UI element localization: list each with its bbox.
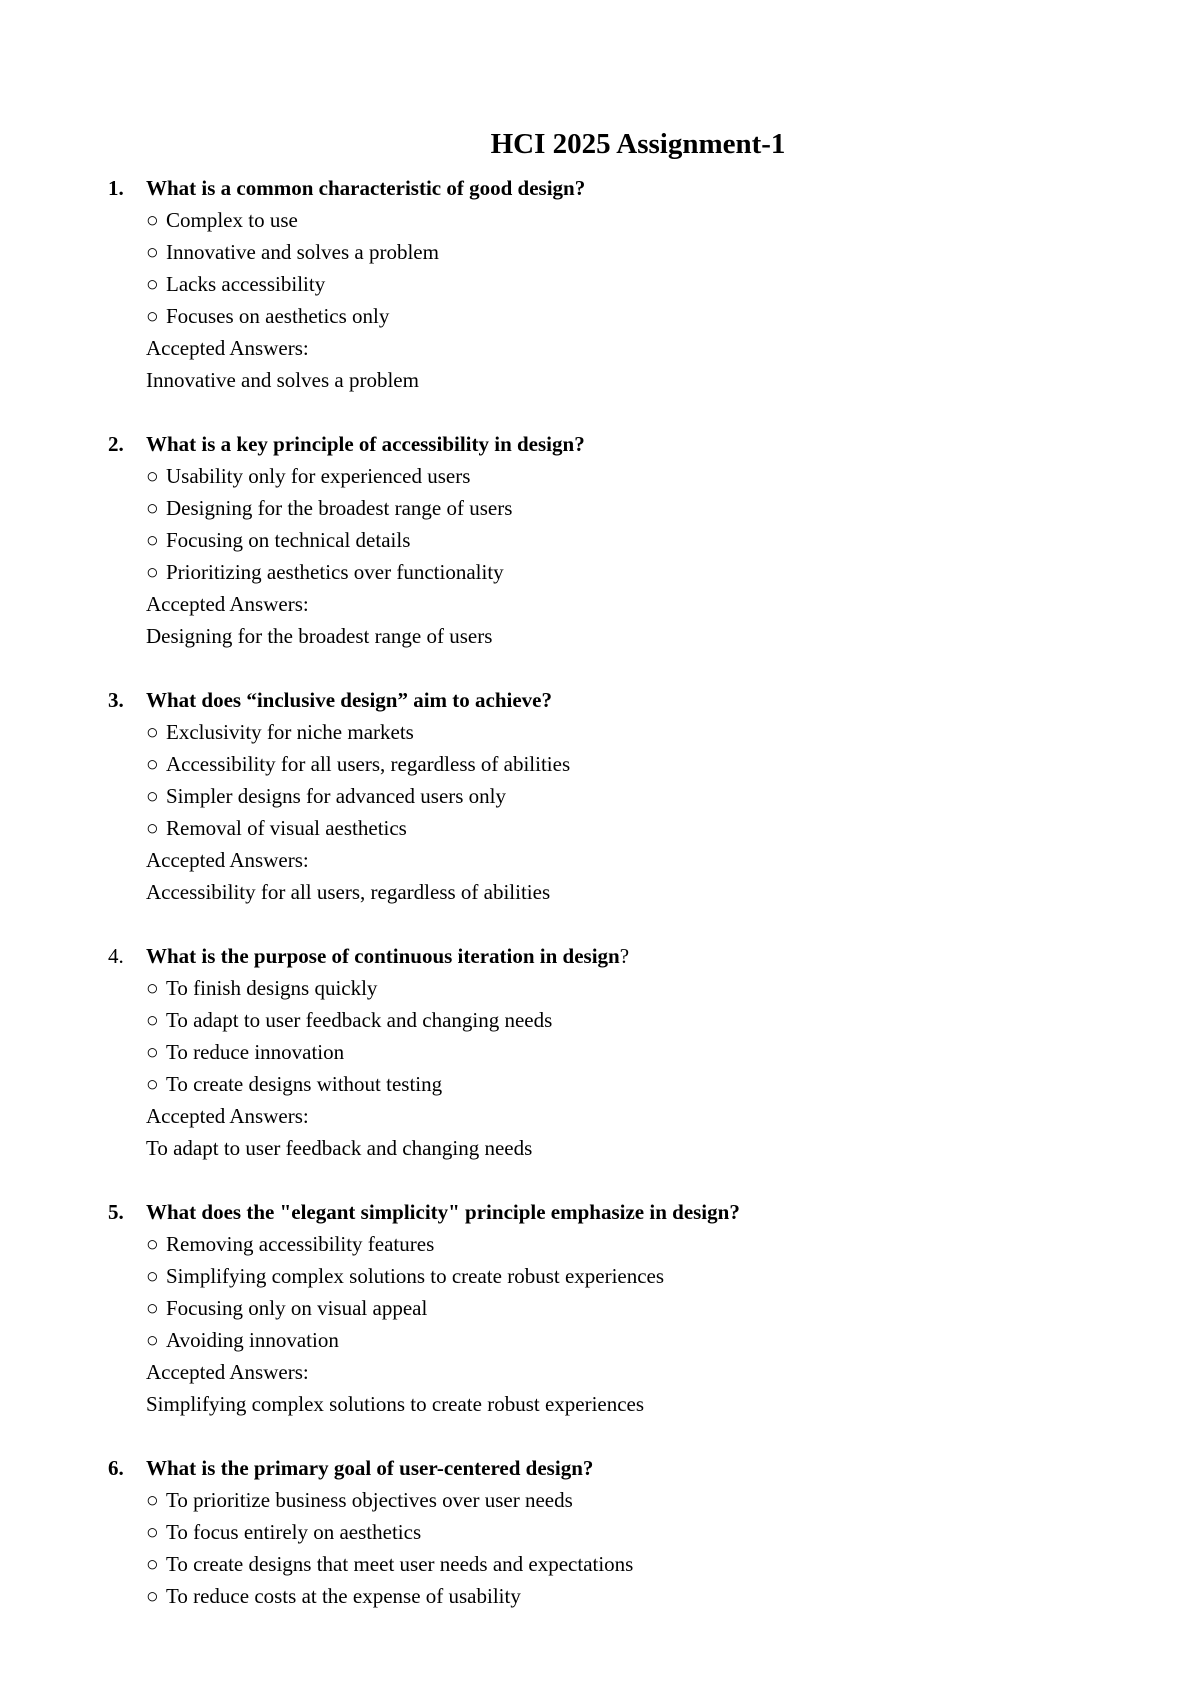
radio-bullet-icon: ○ [146, 240, 159, 264]
radio-bullet-icon: ○ [146, 1232, 159, 1256]
option [0, 1068, 1200, 1100]
option-text: Focuses on aesthetics only [166, 304, 390, 328]
option-text: To finish designs quickly [166, 976, 378, 1000]
question-6 [0, 1452, 1200, 1612]
radio-bullet-icon: ○ [146, 752, 159, 776]
radio-bullet-icon: ○ [146, 1328, 159, 1352]
question-text: What is the primary goal of user-centered design? [146, 1456, 594, 1480]
option-text: Avoiding innovation [166, 1328, 339, 1352]
radio-bullet-icon: ○ [146, 464, 159, 488]
option-text: To reduce costs at the expense of usability [166, 1584, 521, 1608]
accepted-answer: To adapt to user feedback and changing needs [146, 1136, 533, 1160]
accepted-answers-label: Accepted Answers: [146, 1360, 309, 1384]
option-text: Exclusivity for niche markets [166, 720, 414, 744]
radio-bullet-icon: ○ [146, 1264, 159, 1288]
option [0, 748, 1200, 780]
question-number: 6. [108, 1456, 124, 1480]
option [0, 1580, 1200, 1612]
option-text: Designing for the broadest range of users [166, 496, 513, 520]
accepted-answers-label: Accepted Answers: [146, 1104, 309, 1128]
radio-bullet-icon: ○ [146, 1520, 159, 1544]
radio-bullet-icon: ○ [146, 272, 159, 296]
option-text: Prioritizing aesthetics over functionality [166, 560, 504, 584]
document-title: HCI 2025 Assignment-1 [490, 128, 786, 160]
option [0, 972, 1200, 1004]
option [0, 1548, 1200, 1580]
question-5 [0, 1196, 1200, 1420]
option [0, 1004, 1200, 1036]
option-text: Usability only for experienced users [166, 464, 471, 488]
option-text: Accessibility for all users, regardless of abilities [166, 752, 571, 776]
option-text: To reduce innovation [166, 1040, 345, 1064]
question-list [0, 172, 1200, 1644]
question-2 [0, 428, 1200, 652]
accepted-answers-label: Accepted Answers: [146, 336, 309, 360]
radio-bullet-icon: ○ [146, 1296, 159, 1320]
option-text: Lacks accessibility [166, 272, 326, 296]
option [0, 556, 1200, 588]
radio-bullet-icon: ○ [146, 816, 159, 840]
radio-bullet-icon: ○ [146, 208, 159, 232]
option [0, 1228, 1200, 1260]
option-text: To prioritize business objectives over user needs [166, 1488, 573, 1512]
radio-bullet-icon: ○ [146, 784, 159, 808]
question-text: What is a key principle of accessibility in design? [146, 432, 585, 456]
option-text: To create designs without testing [166, 1072, 443, 1096]
radio-bullet-icon: ○ [146, 720, 159, 744]
question-number: 4. [108, 944, 124, 968]
option [0, 236, 1200, 268]
radio-bullet-icon: ○ [146, 528, 159, 552]
question-number: 2. [108, 432, 124, 456]
radio-bullet-icon: ○ [146, 560, 159, 584]
option-text: Simplifying complex solutions to create robust experiences [166, 1264, 665, 1288]
option [0, 1516, 1200, 1548]
radio-bullet-icon: ○ [146, 976, 159, 1000]
option [0, 492, 1200, 524]
option [0, 204, 1200, 236]
radio-bullet-icon: ○ [146, 1488, 159, 1512]
radio-bullet-icon: ○ [146, 496, 159, 520]
option [0, 1484, 1200, 1516]
option [0, 716, 1200, 748]
radio-bullet-icon: ○ [146, 1008, 159, 1032]
option [0, 812, 1200, 844]
accepted-answer: Designing for the broadest range of users [146, 624, 493, 648]
option-text: Simpler designs for advanced users only [166, 784, 507, 808]
question-4 [0, 940, 1200, 1164]
accepted-answers-label: Accepted Answers: [146, 592, 309, 616]
option [0, 1292, 1200, 1324]
option-text: To create designs that meet user needs and expectations [166, 1552, 634, 1576]
option-text: Removing accessibility features [166, 1232, 435, 1256]
option [0, 780, 1200, 812]
option-text: Focusing only on visual appeal [166, 1296, 428, 1320]
question-number: 1. [108, 176, 124, 200]
accepted-answers-label: Accepted Answers: [146, 848, 309, 872]
option [0, 1036, 1200, 1068]
option-text: Focusing on technical details [166, 528, 411, 552]
radio-bullet-icon: ○ [146, 1040, 159, 1064]
question-text: What is the purpose of continuous iteration in design? [146, 944, 630, 968]
option-text: To focus entirely on aesthetics [166, 1520, 422, 1544]
question-number: 5. [108, 1200, 124, 1224]
option [0, 300, 1200, 332]
option-text: Removal of visual aesthetics [166, 816, 407, 840]
option [0, 1260, 1200, 1292]
question-number: 3. [108, 688, 124, 712]
question-text: What does “inclusive design” aim to achieve? [146, 688, 553, 712]
option-text: Complex to use [166, 208, 298, 232]
option-text: To adapt to user feedback and changing needs [166, 1008, 553, 1032]
option [0, 1324, 1200, 1356]
question-text: What is a common characteristic of good design? [146, 176, 586, 200]
radio-bullet-icon: ○ [146, 304, 159, 328]
radio-bullet-icon: ○ [146, 1552, 159, 1576]
option [0, 268, 1200, 300]
option [0, 524, 1200, 556]
accepted-answer: Accessibility for all users, regardless of abilities [146, 880, 551, 904]
question-text: What does the "elegant simplicity" principle emphasize in design? [146, 1200, 740, 1224]
accepted-answer: Simplifying complex solutions to create robust experiences [146, 1392, 645, 1416]
question-3 [0, 684, 1200, 908]
question-1 [0, 172, 1200, 396]
radio-bullet-icon: ○ [146, 1072, 159, 1096]
radio-bullet-icon: ○ [146, 1584, 159, 1608]
accepted-answer: Innovative and solves a problem [146, 368, 419, 392]
option [0, 460, 1200, 492]
option-text: Innovative and solves a problem [166, 240, 439, 264]
